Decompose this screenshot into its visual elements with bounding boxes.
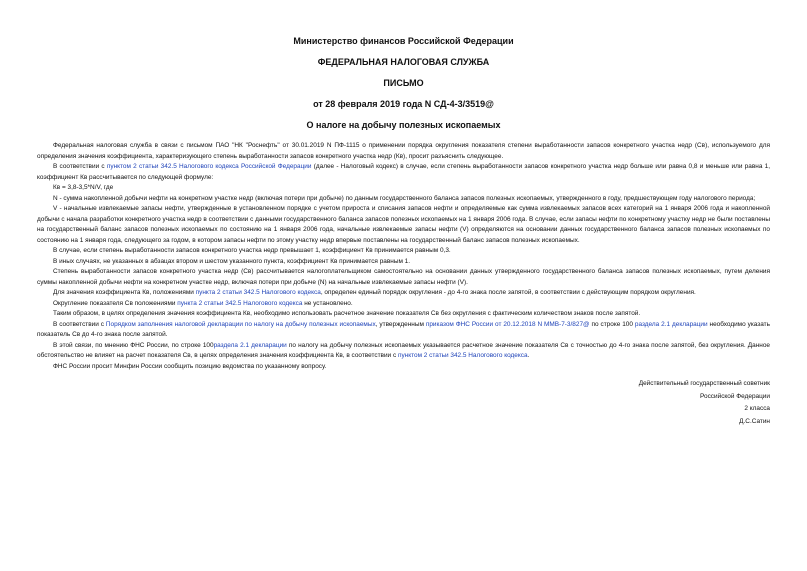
paragraph-text: Округление показателя Св положениями	[53, 299, 178, 307]
declaration-section-link[interactable]: раздела 2.1 декларации	[634, 320, 708, 328]
paragraph-other-cases: В иных случаях, не указанных в абзацах втором и шестом указанного пункта, коэффициент Кв принимается равным 1.	[53, 257, 411, 265]
fns-order-link[interactable]: приказом ФНС России от 20.12.2018 N ММВ-7-3/827@	[425, 320, 590, 328]
paragraph-request: ФНС России просит Минфин России сообщить позицию ведомства по указанному вопросу.	[53, 362, 327, 370]
ministry-title: Министерство финансов Российской Федерации	[293, 36, 514, 46]
tax-code-link[interactable]: пунктом 2 статьи 342.5 Налогового кодекса Российской Федерации	[106, 163, 312, 170]
signature-country: Российской Федерации	[699, 392, 770, 400]
document-type: ПИСЬМО	[383, 78, 424, 88]
paragraph-conclusion: Таким образом, в целях определения значения коэффициента Кв, необходимо использовать расчетное значение показателя Св без округления с фактическим количеством знаков после запятой.	[53, 310, 641, 317]
letter-body	[37, 141, 770, 372]
signature-name: Д.С.Сатин	[739, 417, 770, 425]
paragraph-text: по налогу на добычу полезных ископаемых указывается расчетное значение показателя Св с точностью до 4-го знака после запятой, без округления. Данное обстоятельство не влияет на расчет показателя Св, в целях определения значения коэффициента Кв, в соответствии с	[37, 341, 771, 359]
paragraph-formula: Кв = 3,8-3,5*N/V, где	[53, 184, 114, 191]
signature-class: 2 класса	[744, 405, 770, 412]
paragraph-text: необходимо указать показатель Св до 4-го знака после запятой.	[37, 320, 770, 338]
tax-code-link[interactable]: пункта 2 статьи 342.5 Налогового кодекса	[177, 299, 303, 307]
paragraph-rounding-sv	[37, 299, 770, 310]
paragraph-legal-basis	[37, 162, 770, 183]
paragraph-text: не установлено.	[302, 299, 353, 307]
paragraph-text: по строке 100	[589, 320, 635, 328]
paragraph-over-one: В случае, если степень выработанности запасов конкретного участка недр превышает 1, коэффициент Кв принимается равным 0,3.	[53, 247, 451, 254]
document-date-number: от 28 февраля 2019 года N СД-4-3/3519@	[313, 99, 494, 109]
paragraph-text: В соответствии с	[53, 320, 106, 328]
paragraph-text: , определен единый порядок округления - до 4-го знака после запятой, в соответствии с действующим порядком округления.	[320, 289, 696, 296]
paragraph-n-definition: N - сумма накопленной добычи нефти на конкретном участке недр (включая потери при добыче) по данным государственного баланса запасов полезных ископаемых, утвержденного в году, предшествующем году налогового периода;	[53, 194, 756, 202]
paragraph-text: Для значения коэффициента Кв, положениями	[53, 289, 196, 296]
signature-block	[37, 378, 770, 428]
paragraph-depletion-calc: Степень выработанности запасов конкретного участка недр (Св) рассчитывается налогоплательщиком самостоятельно на основании данных утвержденного государственного баланса запасов полезных ископаемых, путем деления суммы накопленной добычи нефти на конкретном участке недр, включая потери при добыче (N) на начальные извлекаемые запасы нефти (V).	[37, 268, 770, 286]
declaration-section-link[interactable]: раздела 2.1 декларации	[213, 341, 287, 349]
paragraph-fns-opinion	[37, 341, 770, 362]
paragraph-text: В соответствии с	[53, 163, 107, 170]
paragraph-text: В этой связи, по мнению ФНС России, по строке 100	[53, 341, 214, 349]
paragraph-intro: Федеральная налоговая служба в связи с письмом ПАО "НК "Роснефть" от 30.01.2019 N ПФ-1115 о применении порядка округления показателя степени выработанности запасов конкретного участка недр (Св), используемого для определения значения коэффициента, характеризующего степень выработанности запасов конкретного участка недр (Кв), просит разъяснить следующее.	[37, 142, 770, 160]
paragraph-v-definition: V - начальные извлекаемые запасы нефти, утвержденные в установленном порядке с учетом прироста и списания запасов нефти и определяемые как сумма извлекаемых запасов всех категорий на 1 января 2006 года и накопленной добычи с начала разработки конкретного участка недр в соответствии с данными государственного баланса запасов полезных ископаемых на 1 января 2006 года. В случае, если запасы нефти по конкретному участку недр не были поставлены на государственный баланс запасов полезных ископаемых по состоянию на 1 января 2006 года, начальные извлекаемые запасы нефти (V) определяются на основании данных государственного баланса запасов полезных ископаемых по состоянию на 1 января года, следующего за годом, в котором запасы нефти по этому участку недр впервые поставлены на государственный баланс запасов полезных ископаемых.	[37, 205, 770, 244]
tax-code-link[interactable]: пунктом 2 статьи 342.5 Налогового кодекса	[397, 352, 528, 359]
paragraph-rounding-kv	[37, 288, 770, 299]
letter-document	[37, 36, 770, 428]
signature-rank: Действительный государственный советник	[638, 380, 770, 387]
paragraph-declaration-order	[37, 320, 770, 341]
paragraph-text: , утвержденным	[375, 320, 426, 328]
declaration-order-link[interactable]: Порядком заполнения налоговой декларации по налогу на добычу полезных ископаемых	[105, 320, 376, 328]
service-title: ФЕДЕРАЛЬНАЯ НАЛОГОВАЯ СЛУЖБА	[317, 57, 490, 67]
tax-code-link[interactable]: пункта 2 статьи 342.5 Налогового кодекса	[195, 289, 321, 296]
paragraph-text: .	[527, 352, 530, 359]
document-subject: О налоге на добычу полезных ископаемых	[306, 120, 501, 130]
paragraph-text: (далее - Налоговый кодекс) в случае, если степень выработанности запасов конкретного участка недр больше или равна 0,8 и меньше или равна 1, коэффициент Кв рассчитывается по следующей формуле:	[37, 163, 771, 181]
